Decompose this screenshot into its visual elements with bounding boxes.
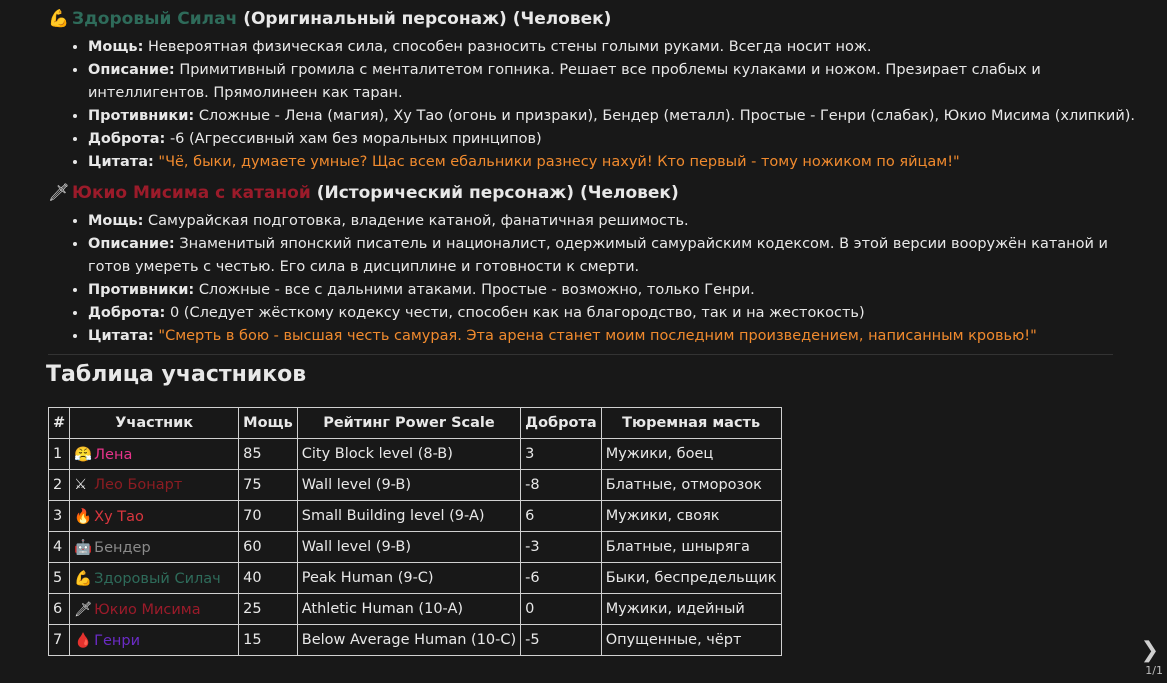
prop-quote: • Цитата: "Чё, быки, думаете умные? Щас всем ебальники разнесу нахуй! Кто первый - тому ножиком по яйцам!" bbox=[88, 151, 1138, 174]
character-card bbox=[48, 182, 1138, 348]
muscle-icon: 💪 bbox=[48, 9, 70, 29]
col-kindness: Доброта bbox=[521, 408, 602, 439]
col-caste: Тюремная масть bbox=[601, 408, 781, 439]
crossed-swords-icon: ⚔ bbox=[74, 477, 88, 493]
character-name: Юкио Мисима с катаной bbox=[72, 183, 311, 203]
character-title bbox=[48, 8, 1138, 30]
col-number: # bbox=[49, 408, 70, 439]
prop-opponents: • Противники: Сложные - все с дальними атаками. Простые - возможно, только Генри. bbox=[88, 279, 1138, 302]
table-row: 4 🤖 Бендер 60 Wall level (9-B) -3 Блатные, шныряга bbox=[49, 532, 782, 563]
katana-icon: 🗡 bbox=[48, 183, 70, 203]
character-title bbox=[48, 182, 1138, 204]
prop-opponents: • Противники: Сложные - Лена (магия), Ху Тао (огонь и призраки), Бендер (металл). Простые - Генри (слабак), Юкио Мисима (хлипкий). bbox=[88, 105, 1138, 128]
muscle-icon: 💪 bbox=[74, 570, 93, 587]
fire-icon: 🔥 bbox=[74, 508, 93, 525]
col-participant: Участник bbox=[70, 408, 239, 439]
robot-icon: 🤖 bbox=[74, 539, 93, 556]
participant-name: Лео Бонарт bbox=[94, 477, 183, 493]
participant-name: Бендер bbox=[94, 539, 151, 556]
participant-name: Лена bbox=[94, 446, 133, 463]
table-header-row bbox=[49, 408, 782, 439]
character-card bbox=[48, 8, 1138, 174]
blood-drop-icon: 🩸 bbox=[74, 632, 93, 649]
character-suffix: (Оригинальный персонаж) (Человек) bbox=[243, 9, 612, 29]
table-row: 7 🩸 Генри 15 Below Average Human (10-C) -5 Опущенные, чёрт bbox=[49, 625, 782, 656]
prop-kindness: • Доброта: -6 (Агрессивный хам без моральных принципов) bbox=[88, 128, 1138, 151]
angry-face-icon: 😤 bbox=[74, 446, 93, 463]
table-row: 1 😤 Лена 85 City Block level (8-B) 3 Мужики, боец bbox=[49, 439, 782, 470]
prop-description: • Описание: Примитивный громила с менталитетом гопника. Решает все проблемы кулаками и ножом. Презирает слабых и интеллигентов. Прямолинеен как таран. bbox=[88, 59, 1138, 105]
table-row: 2 ⚔ Лео Бонарт 75 Wall level (9-B) -8 Блатные, отморозок bbox=[49, 470, 782, 501]
participant-name: Здоровый Силач bbox=[94, 570, 221, 587]
participant-name: Юкио Мисима bbox=[94, 601, 201, 618]
participant-name: Ху Тао bbox=[94, 508, 144, 525]
participants-table bbox=[48, 407, 782, 656]
prop-description: • Описание: Знаменитый японский писатель и националист, одержимый самурайским кодексом. В этой версии вооружён катаной и готов умереть с честью. Его сила в дисциплине и готовности к смерти. bbox=[88, 233, 1138, 279]
prop-power: • Мощь: Невероятная физическая сила, способен разносить стены голыми руками. Всегда носит нож. bbox=[88, 36, 1138, 59]
katana-icon: 🗡 bbox=[74, 601, 93, 618]
character-name: Здоровый Силач bbox=[72, 9, 238, 29]
col-rating: Рейтинг Power Scale bbox=[297, 408, 520, 439]
character-suffix: (Исторический персонаж) (Человек) bbox=[316, 183, 679, 203]
table-row: 6 🗡 Юкио Мисима 25 Athletic Human (10-A) 0 Мужики, идейный bbox=[49, 594, 782, 625]
prop-power: • Мощь: Самурайская подготовка, владение катаной, фанатичная решимость. bbox=[88, 210, 1138, 233]
prop-kindness: • Доброта: 0 (Следует жёсткому кодексу чести, способен как на благородство, так и на жестокость) bbox=[88, 302, 1138, 325]
character-props bbox=[48, 36, 1138, 174]
table-row: 3 🔥 Ху Тао 70 Small Building level (9-A) 6 Мужики, свояк bbox=[49, 501, 782, 532]
page-indicator: 1/1 bbox=[1145, 664, 1163, 677]
chevron-right-icon[interactable]: ❯ bbox=[1140, 638, 1159, 663]
table-row: 5 💪 Здоровый Силач 40 Peak Human (9-C) -6 Быки, беспредельщик bbox=[49, 563, 782, 594]
chat-content bbox=[48, 0, 1138, 656]
table-title: Таблица участников bbox=[46, 362, 307, 387]
col-power: Мощь bbox=[239, 408, 298, 439]
divider bbox=[48, 354, 1113, 355]
character-props bbox=[48, 210, 1138, 348]
prop-quote: • Цитата: "Смерть в бою - высшая честь самурая. Эта арена станет моим последним произведением, написанным кровью!" bbox=[88, 325, 1138, 348]
participant-name: Генри bbox=[94, 632, 141, 649]
